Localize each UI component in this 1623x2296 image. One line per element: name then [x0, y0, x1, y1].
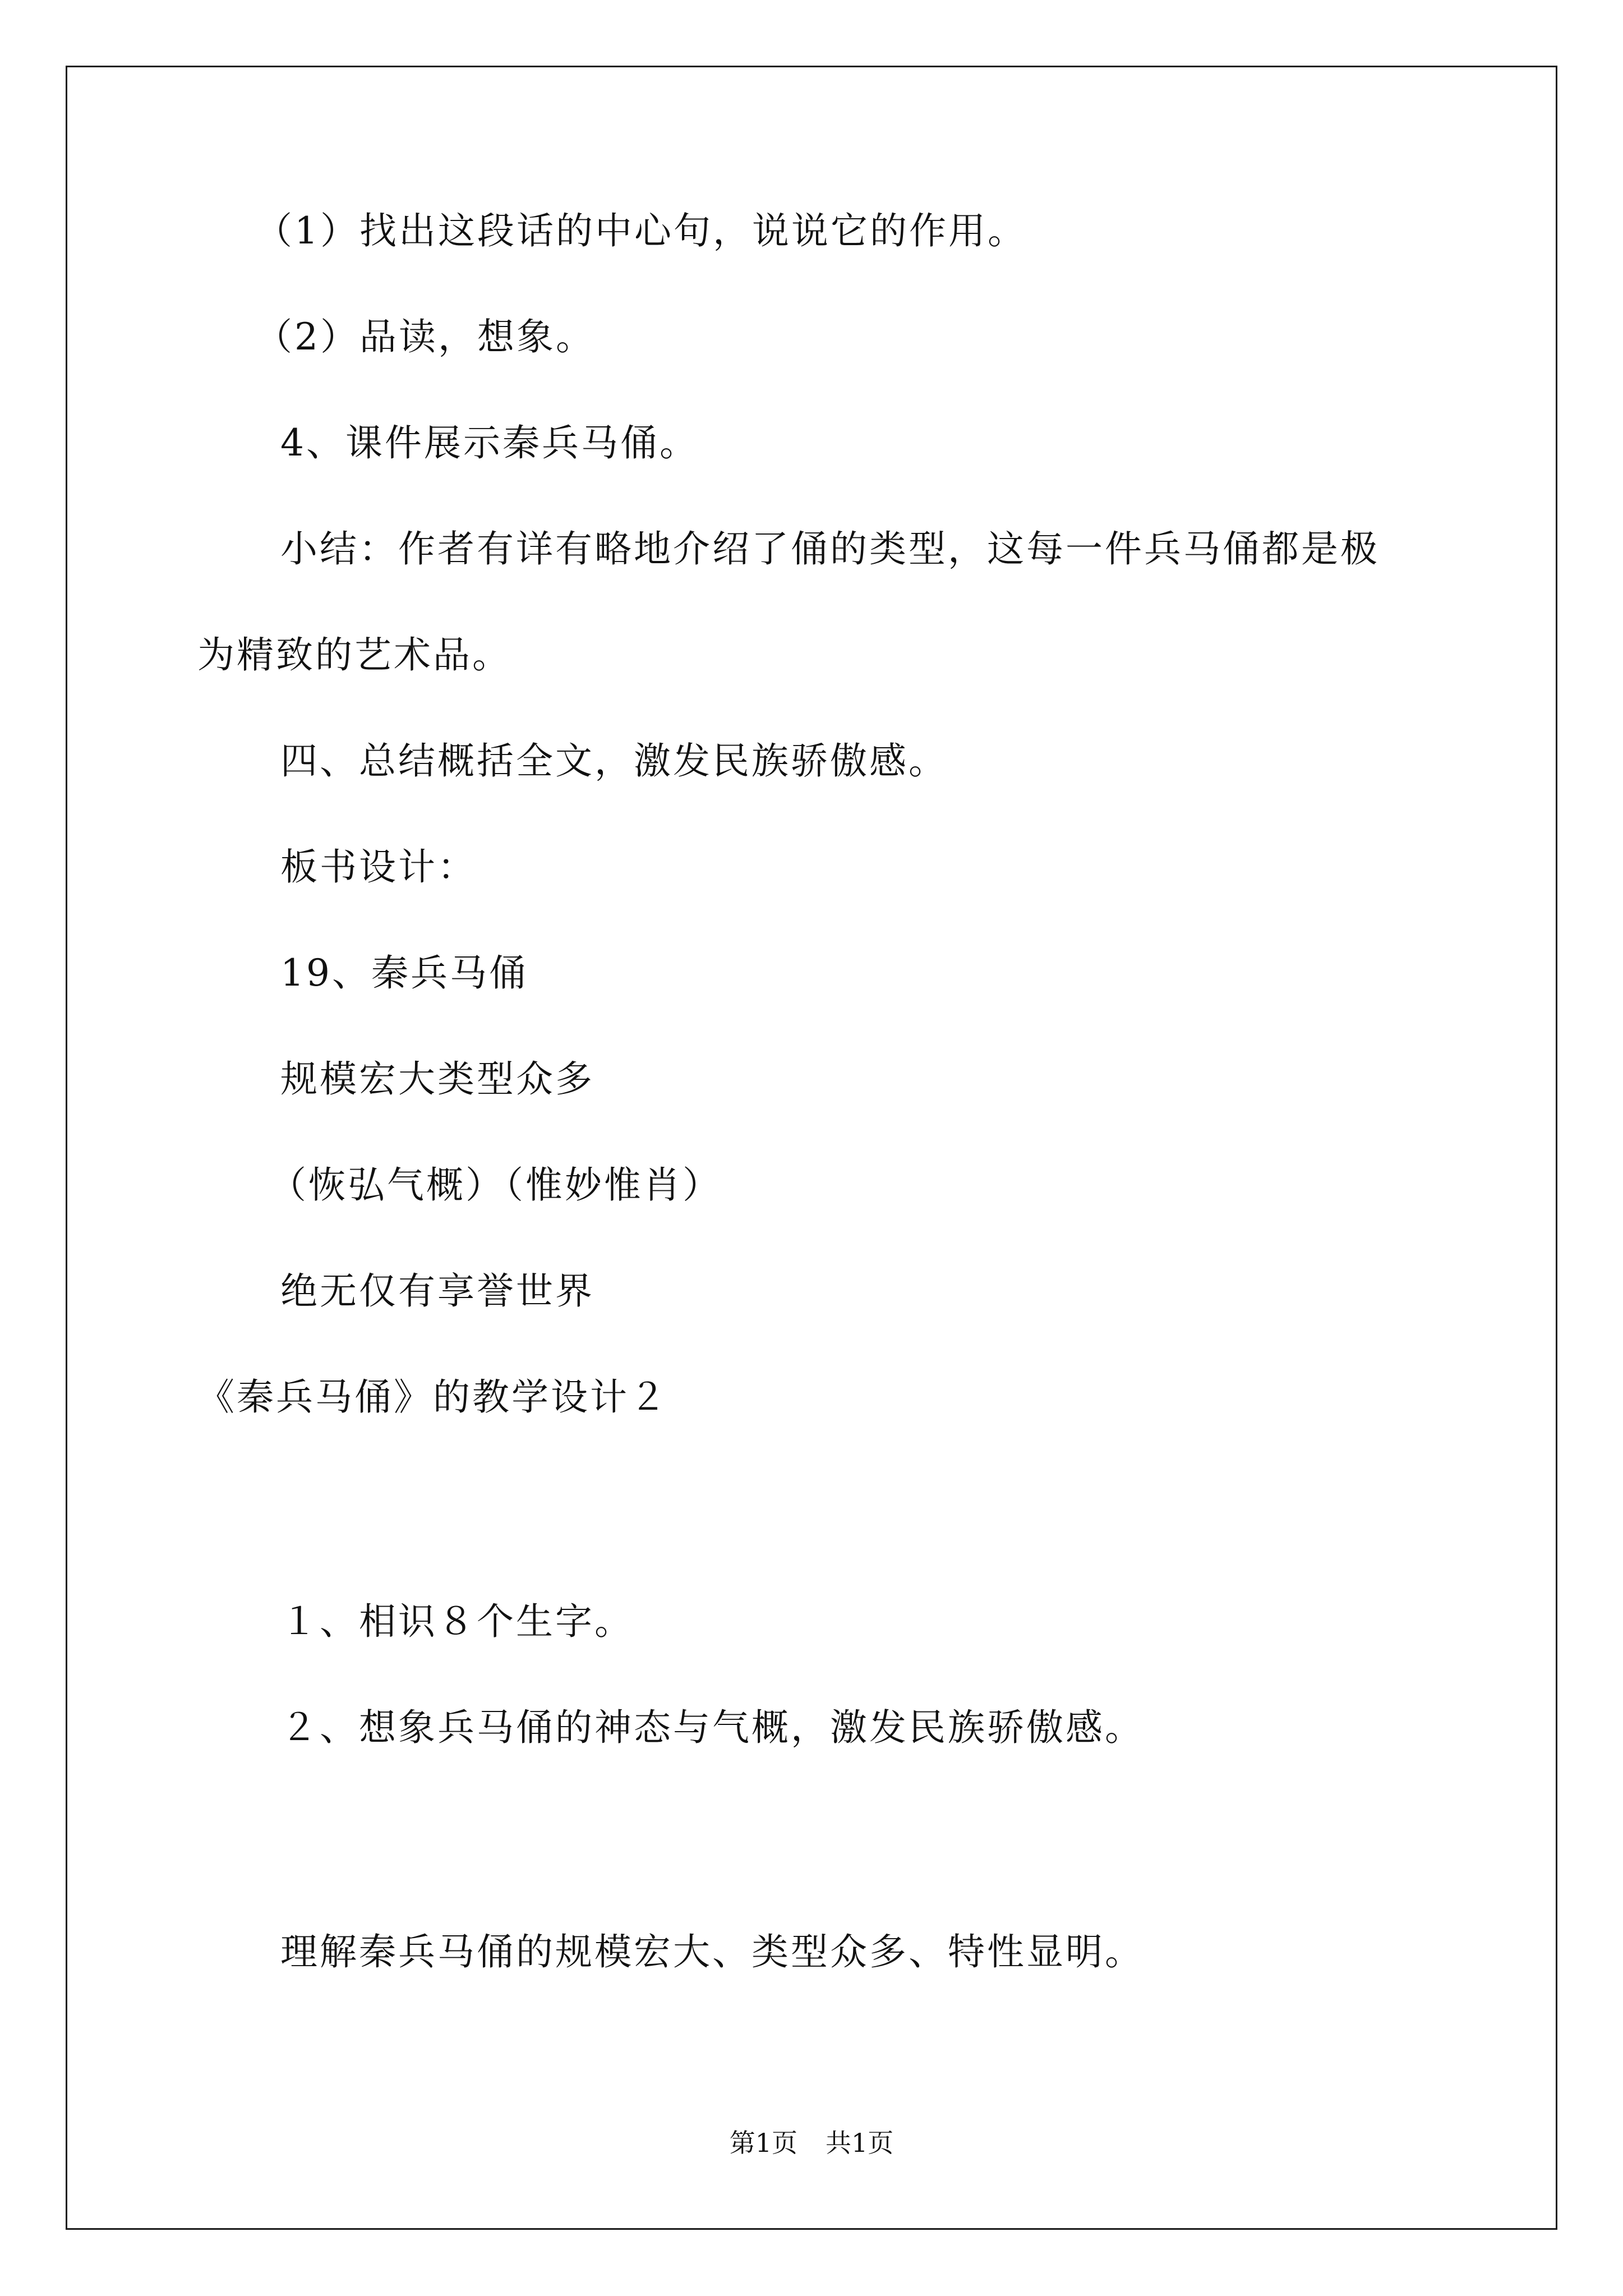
text-line: 规模宏大类型众多 — [280, 1057, 594, 1101]
text-line: ２、想象兵马俑的神态与气概，激发民族骄傲感。 — [280, 1706, 1144, 1749]
text-line: 四、总结概括全文，激发民族骄傲感。 — [280, 739, 948, 783]
section-heading: 《秦兵马俑》的教学设计２ — [197, 1375, 668, 1419]
text-line: （恢弘气概）（惟妙惟肖） — [269, 1163, 722, 1207]
text-line: 小结：作者有详有略地介绍了俑的类型，这每一件兵马俑都是极 — [280, 527, 1380, 570]
page-number-total: 共1页 — [826, 2128, 894, 2158]
text-line: 板书设计： — [280, 845, 477, 889]
text-line: 理解秦兵马俑的规模宏大、类型众多、特性显明。 — [280, 1930, 1144, 1973]
page-border — [66, 66, 1557, 2230]
page-number-current: 第1页 — [729, 2128, 797, 2158]
text-line: （2）品读，想象。 — [255, 315, 595, 358]
text-line: 为精致的艺术品。 — [197, 633, 511, 677]
text-line: 19、秦兵马俑 — [280, 951, 528, 995]
text-line: 4、课件展示秦兵马俑。 — [280, 421, 699, 464]
text-line: １、相识８个生字。 — [280, 1600, 634, 1643]
page-footer — [0, 2126, 1623, 2160]
text-line: （1）找出这段话的中心句，说说它的作用。 — [255, 209, 1027, 252]
text-line: 绝无仅有享誉世界 — [280, 1269, 594, 1313]
